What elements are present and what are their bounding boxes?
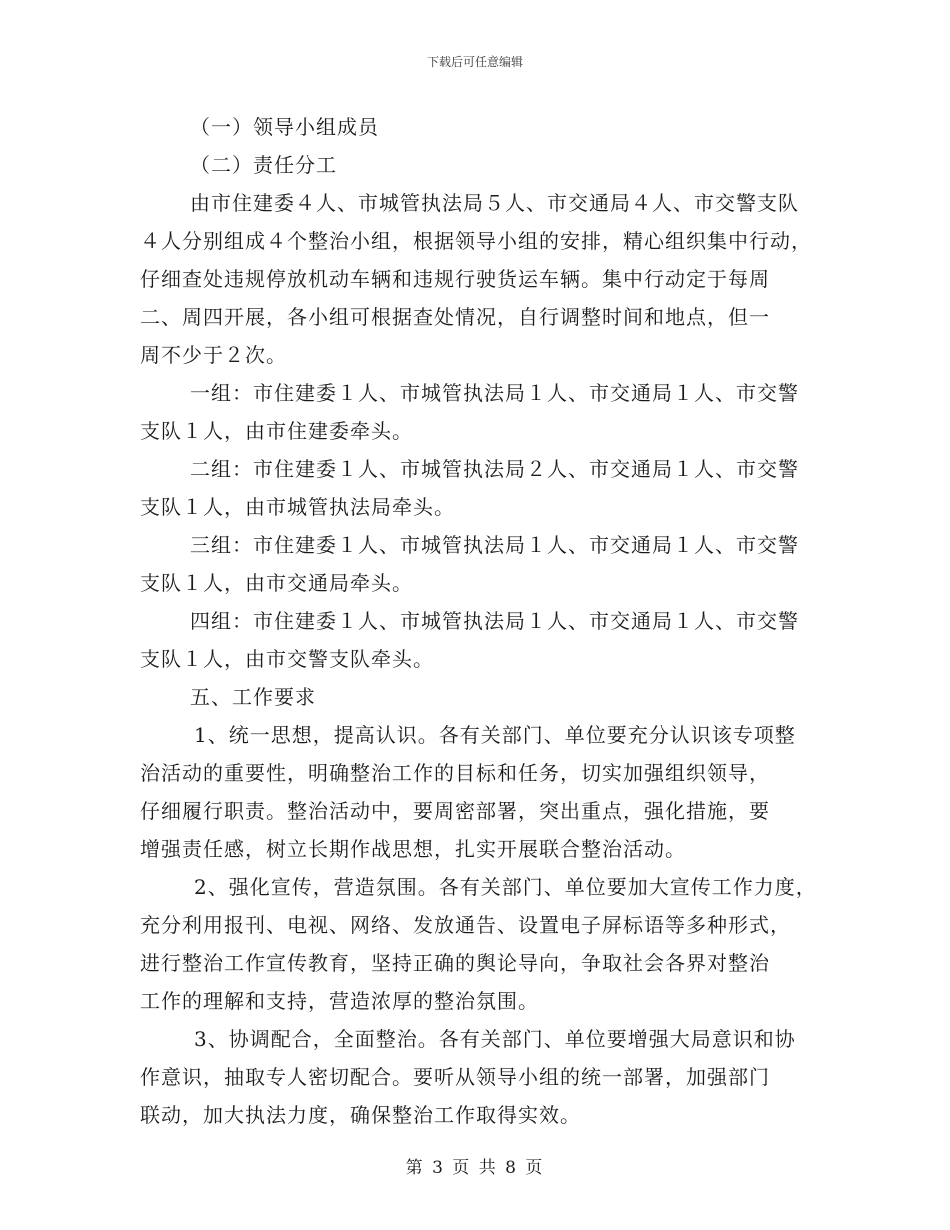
requirement-one-line: 1、统一思想，提高认识。各有关部门、单位要充分认识该专项整 (194, 723, 796, 747)
requirement-three-line: 作意识，抽取专人密切配合。要听从领导小组的统一部署，加强部门 (140, 1065, 770, 1089)
paragraph-line: ４人分别组成４个整治小组，根据领导小组的安排，精心组织集中行动， (140, 229, 812, 253)
section-heading-work-requirements: 五、工作要求 (190, 685, 316, 709)
paragraph-line: 二、周四开展，各小组可根据查处情况，自行调整时间和地点，但一 (140, 305, 770, 329)
requirement-two-line: 工作的理解和支持，营造浓厚的整治氛围。 (140, 989, 539, 1013)
requirement-two-line: 进行整治工作宣传教育，坚持正确的舆论导向，争取社会各界对整治 (140, 951, 770, 975)
requirement-one-line: 治活动的重要性，明确整治工作的目标和任务，切实加强组织领导， (140, 761, 770, 785)
group-one-line: 一组：市住建委１人、市城管执法局１人、市交通局１人、市交警 (190, 381, 799, 405)
page-header-note: 下载后可任意编辑 (426, 55, 523, 69)
group-four-line: 四组：市住建委１人、市城管执法局１人、市交通局１人、市交警 (190, 609, 799, 633)
requirement-three-line: 3、协调配合，全面整治。各有关部门、单位要增强大局意识和协 (194, 1027, 796, 1051)
requirement-one-line: 增强责任感，树立长期作战思想，扎实开展联合整治活动。 (140, 837, 686, 861)
group-one-line: 支队１人，由市住建委牵头。 (140, 419, 413, 443)
paragraph-line: 仔细查处违规停放机动车辆和违规行驶货运车辆。集中行动定于每周 (140, 267, 770, 291)
paragraph-line: 周不少于２次。 (140, 343, 287, 367)
section-heading-leadership-members: （一）领导小组成员 (190, 115, 379, 139)
group-two-line: 支队１人，由市城管执法局牵头。 (140, 495, 455, 519)
section-heading-responsibilities: （二）责任分工 (190, 153, 337, 177)
paragraph-line: 由市住建委４人、市城管执法局５人、市交通局４人、市交警支队 (190, 191, 799, 215)
group-four-line: 支队１人，由市交警支队牵头。 (140, 647, 434, 671)
requirement-one-line: 仔细履行职责。整治活动中，要周密部署，突出重点，强化措施，要 (140, 799, 770, 823)
requirement-two-line: 充分利用报刊、电视、网络、发放通告、设置电子屏标语等多种形式， (140, 913, 791, 937)
page-number: 第 3 页 共 8 页 (405, 1158, 545, 1178)
requirement-three-line: 联动，加大执法力度，确保整治工作取得实效。 (140, 1103, 581, 1127)
group-two-line: 二组：市住建委１人、市城管执法局２人、市交通局１人、市交警 (190, 457, 799, 481)
group-three-line: 支队１人，由市交通局牵头。 (140, 571, 413, 595)
group-three-line: 三组：市住建委１人、市城管执法局１人、市交通局１人、市交警 (190, 533, 799, 557)
document-body (140, 108, 830, 1134)
requirement-two-line: 2、强化宣传，营造氛围。各有关部门、单位要加大宣传工作力度， (194, 875, 817, 899)
